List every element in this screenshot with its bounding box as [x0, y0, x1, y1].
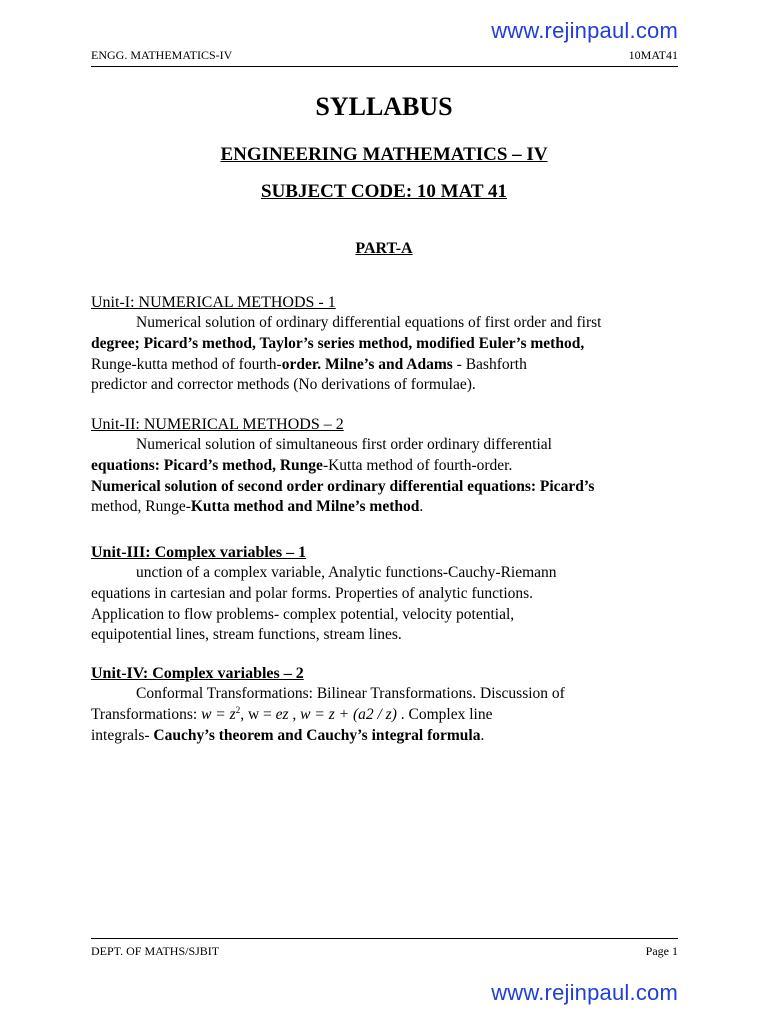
footer-page-number: Page 1	[645, 944, 678, 958]
watermark-top-link[interactable]: www.rejinpaul.com	[491, 18, 678, 43]
header-rule	[91, 66, 678, 67]
unit-2-body: Numerical solution of simultaneous first order ordinary differential equations: Picard’s method, Runge-Kutta method of fourth-order. Numerical solution of second order ordinary differential equations: Picard’s method, Runge-Kutta method and Milne’s method.	[91, 436, 595, 516]
unit-4-title: Unit-IV: Complex variables – 2	[91, 665, 304, 682]
footer-department: DEPT. OF MATHS/SJBIT	[91, 944, 220, 958]
unit-3-section	[91, 543, 681, 646]
unit-4-body: Conformal Transformations: Bilinear Transformations. Discussion of Transformations: $w = z^2$, w = ez , w = z + (a2 / z) . Complex line integrals- Cauchy’s theorem and Cauchy’s integral formula.	[91, 684, 681, 746]
footer-rule	[91, 938, 678, 939]
unit-1-title: Unit-I: NUMERICAL METHODS - 1	[91, 294, 336, 311]
unit-1-section	[91, 293, 681, 396]
subject-code: SUBJECT CODE: 10 MAT 41	[261, 181, 507, 202]
unit-4-formula-line: Transformations: $w = z^2$, w = ez , w = z + (a2 / z) . Complex line	[91, 704, 493, 723]
watermark-bottom-link[interactable]: www.rejinpaul.com	[491, 980, 678, 1005]
header-course-code: 10MAT41	[628, 48, 678, 62]
unit-2-title: Unit-II: NUMERICAL METHODS – 2	[91, 416, 344, 433]
unit-4-section	[91, 664, 681, 746]
subject-title: ENGINEERING MATHEMATICS – IV	[220, 144, 548, 165]
part-heading: PART-A	[355, 240, 413, 257]
unit-3-title: Unit-III: Complex variables – 1	[91, 544, 307, 561]
header-course-title: ENGG. MATHEMATICS-IV	[91, 48, 233, 62]
unit-1-body: Numerical solution of ordinary differential equations of first order and first degree; Picard’s method, Taylor’s series method, modified Euler’s method, Runge-kutta method of fourth-order. Milne’s and Adams - Bashforth predictor and corrector methods (No derivations of formulae).	[91, 314, 602, 394]
unit-2-section	[91, 415, 681, 518]
page-title: SYLLABUS	[315, 92, 453, 121]
unit-3-body: unction of a complex variable, Analytic functions-Cauchy-Riemann equations in cartesian and polar forms. Properties of analytic functions. Application to flow problems- complex potential, velocity potential, equipotential lines, stream functions, stream lines.	[91, 564, 557, 644]
